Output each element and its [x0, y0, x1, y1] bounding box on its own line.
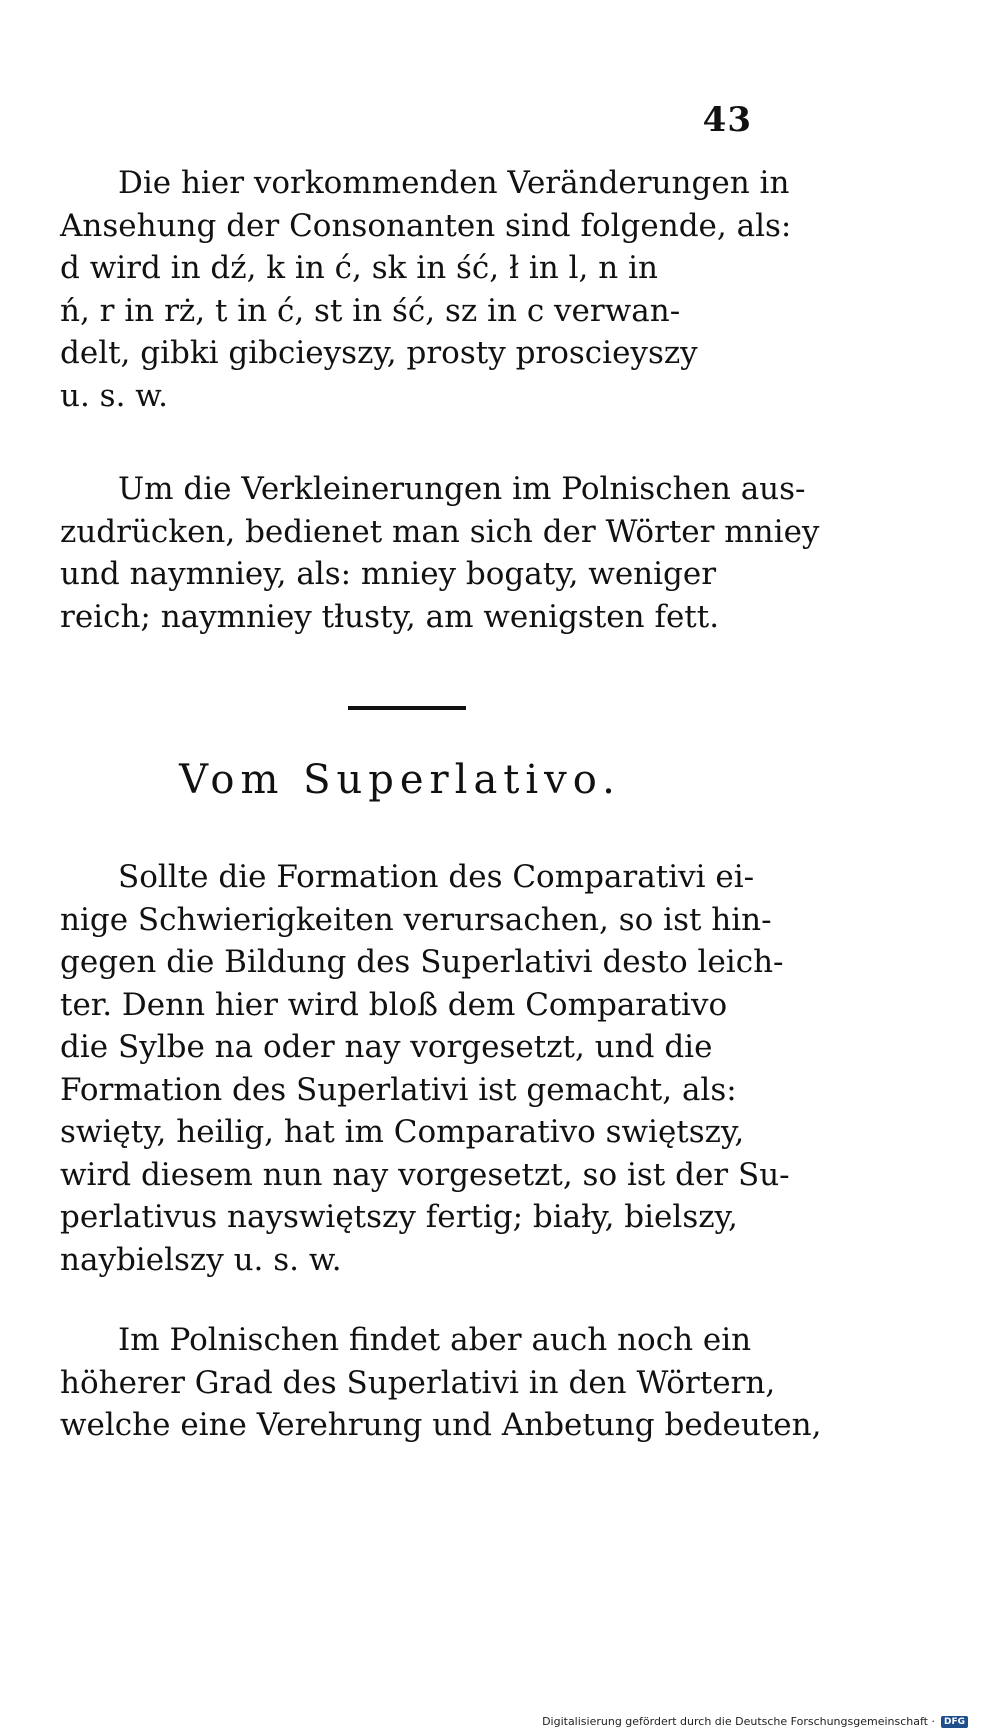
text-line: höherer Grad des Superlativi in den Wörtern, — [60, 1364, 776, 1401]
footer-text: Digitalisierung gefördert durch die Deutsche Forschungsgemeinschaft · — [542, 1715, 935, 1728]
digitization-footer — [542, 1715, 968, 1728]
text-line: naybielszy u. s. w. — [60, 1241, 342, 1278]
dfg-logo: DFG — [941, 1716, 968, 1728]
text-line: gegen die Bildung des Superlativi desto leich- — [60, 944, 784, 980]
text-line: ter. Denn hier wird bloß dem Comparativo — [60, 986, 728, 1023]
section-divider — [348, 706, 466, 710]
text-line: Formation des Superlativi ist gemacht, als: — [60, 1071, 737, 1108]
text-line: die Sylbe na oder nay vorgesetzt, und die — [60, 1029, 713, 1065]
text-line: Sollte die Formation des Comparativi ei- — [118, 859, 755, 895]
text-line: swięty, heilig, hat im Comparativo swiętszy, — [60, 1114, 745, 1150]
text-line: und naymniey, als: mniey bogaty, weniger — [60, 556, 717, 592]
paragraph-superlative-formation — [60, 856, 790, 1281]
page-number: 43 — [702, 100, 752, 140]
text-line: Die hier vorkommenden Veränderungen in — [118, 165, 790, 201]
text-line: u. s. w. — [60, 377, 169, 414]
text-line: Ansehung der Consonanten sind folgende, als: — [60, 207, 792, 244]
text-line: welche eine Verehrung und Anbetung bedeuten, — [60, 1407, 822, 1443]
paragraph-diminutives — [60, 468, 820, 638]
text-line: Um die Verkleinerungen im Polnischen aus- — [118, 471, 806, 507]
text-line: zudrücken, bedienet man sich der Wörter mniey — [60, 513, 820, 550]
text-line: reich; naymniey tłusty, am wenigsten fett. — [60, 598, 720, 635]
paragraph-consonant-changes — [60, 162, 792, 417]
text-line: d wird in dź, k in ć, sk in ść, ł in l, n in — [60, 250, 658, 286]
paragraph-higher-superlative — [60, 1319, 822, 1447]
text-line: perlativus nayswiętszy fertig; biały, bielszy, — [60, 1199, 738, 1235]
text-line: wird diesem nun nay vorgesetzt, so ist der Su- — [60, 1156, 790, 1193]
text-line: Im Polnischen findet aber auch noch ein — [118, 1322, 752, 1358]
text-line: delt, gibki gibcieyszy, prosty proscieyszy — [60, 335, 698, 371]
section-heading: Vom Superlativo. — [179, 757, 621, 803]
text-line: nige Schwierigkeiten verursachen, so ist hin- — [60, 901, 772, 938]
text-line: ń, r in rż, t in ć, st in ść, sz in c verwan- — [60, 292, 681, 329]
